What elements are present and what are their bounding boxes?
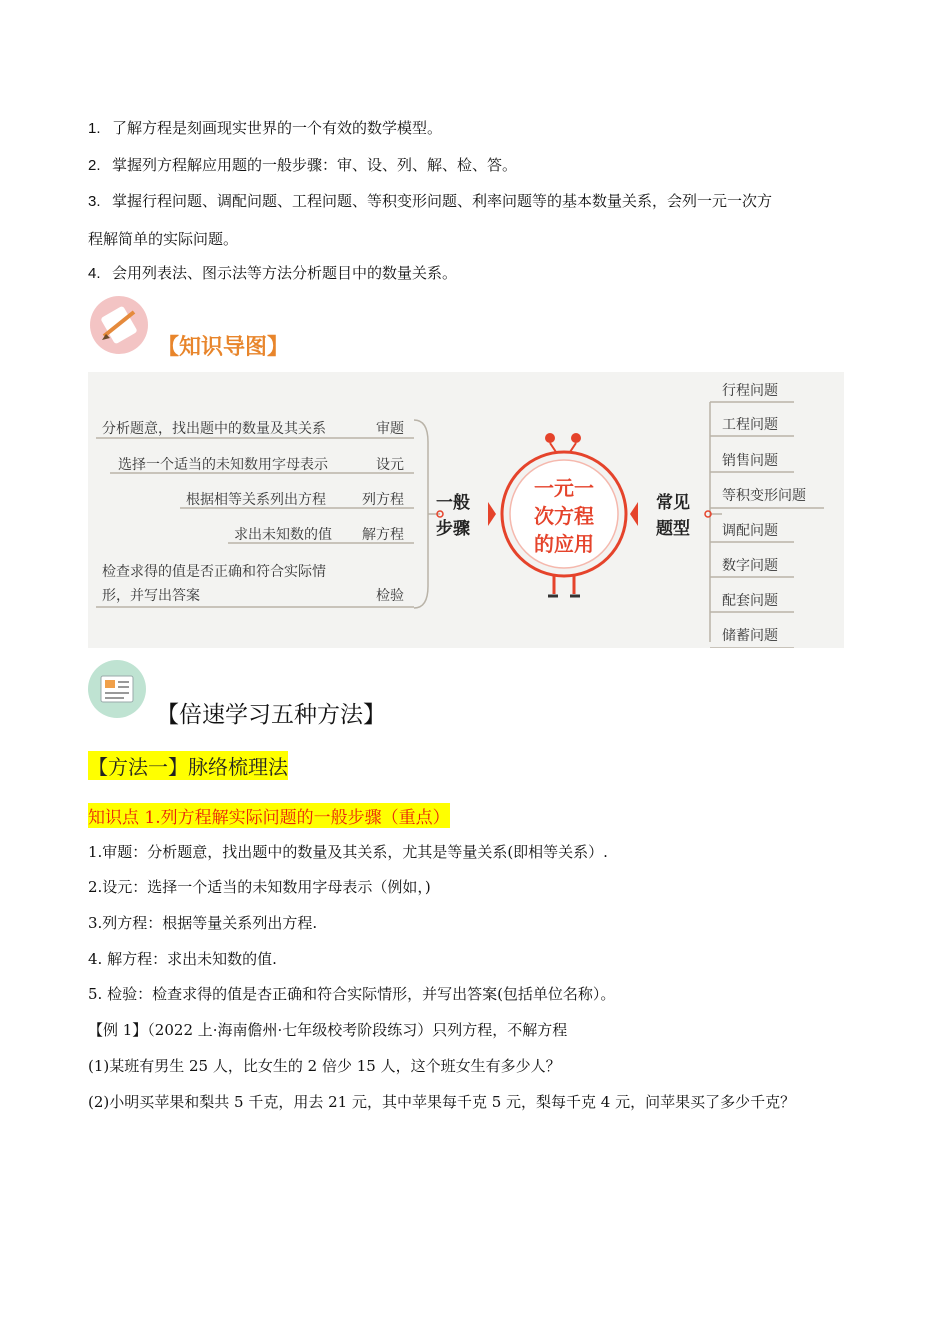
center-title-3: 的应用 <box>534 532 594 556</box>
ruler-pencil-icon <box>90 296 148 354</box>
goal-number: 3. <box>88 193 101 210</box>
type-item-7: 配套问题 <box>722 593 778 609</box>
step-desc-1: 分析题意，找出题中的数量及其关系 <box>102 421 326 437</box>
goal-text: 了解方程是刻画现实世界的一个有效的数学模型。 <box>112 119 443 137</box>
knowledge-mind-map <box>88 372 844 648</box>
center-title-1: 一元一 <box>534 476 594 500</box>
step-desc-5-line2: 形，并写出答案 <box>102 588 200 604</box>
goal-text: 掌握列方程解应用题的一般步骤：审、设、列、解、检、答。 <box>112 156 518 174</box>
step-desc-5: 检查求得的值是否正确和符合实际情 <box>102 564 326 580</box>
example-question-2: (2)小明买苹果和梨共 5 千克，用去 21 元，其中苹果每千克 5 元，梨每千克 4 元，问苹果买了多少千克？ <box>88 1093 796 1111</box>
step-line-3: 3.列方程：根据等量关系列出方程. <box>88 914 318 932</box>
step-line-4: 4. 解方程：求出未知数的值. <box>88 950 277 968</box>
goal-text: 掌握行程问题、调配问题、工程问题、等积变形问题、利率问题等的基本数量关系，会列一元一次方 <box>112 192 773 210</box>
branch-label-types-2: 题型 <box>656 519 690 539</box>
goal-text: 会用列表法、图示法等方法分析题目中的数量关系。 <box>112 264 458 282</box>
step-label-5: 检验 <box>376 588 404 604</box>
step-desc-4: 求出未知数的值 <box>234 527 332 543</box>
goal-item-2 <box>88 155 517 176</box>
step-line-1: 1.审题：分析题意，找出题中的数量及其关系，尤其是等量关系(即相等关系）. <box>88 843 608 861</box>
goal-number: 4. <box>88 265 101 282</box>
center-title-2: 次方程 <box>534 504 594 528</box>
goal-number: 1. <box>88 120 101 137</box>
branch-label-general-1: 一般 <box>436 493 470 513</box>
step-line-5: 5. 检验：检查求得的值是杏正确和符合实际情形，并写出答案(包括单位名称）。 <box>88 985 616 1003</box>
step-label-4: 解方程 <box>362 527 404 543</box>
method-1-title: 【方法一】脉络梳理法 <box>88 751 288 780</box>
goal-number: 2. <box>88 157 101 174</box>
type-item-1: 行程问题 <box>722 383 778 399</box>
type-item-6: 数字问题 <box>722 558 778 574</box>
type-item-8: 储蓄问题 <box>722 628 778 644</box>
step-line-2: 2.设元：选择一个适当的未知数用字母表示（例如，) <box>88 878 431 896</box>
type-item-3: 销售问题 <box>722 453 778 469</box>
step-label-3: 列方程 <box>362 492 404 508</box>
goal-item-3 <box>88 191 772 212</box>
step-desc-3: 根据相等关系列出方程 <box>186 492 326 508</box>
methods-title: 【倍速学习五种方法】 <box>156 702 386 728</box>
step-label-1: 审题 <box>376 421 404 437</box>
notebook-icon <box>88 660 146 718</box>
step-label-2: 设元 <box>376 457 404 473</box>
goal-item-1 <box>88 118 442 139</box>
type-item-4: 等积变形问题 <box>722 488 806 504</box>
step-desc-2: 选择一个适当的未知数用字母表示 <box>118 457 328 473</box>
goal-item-4 <box>88 263 457 284</box>
type-item-5: 调配问题 <box>722 523 778 539</box>
knowledge-point-1-title: 知识点 1.列方程解实际问题的一般步骤（重点） <box>88 803 450 828</box>
example-question-1: (1)某班有男生 25 人，比女生的 2 倍少 15 人，这个班女生有多少人？ <box>88 1057 561 1075</box>
knowledge-map-title: 【知识导图】 <box>157 334 290 360</box>
type-item-2: 工程问题 <box>722 417 778 433</box>
goal-item-3-continued: 程解简单的实际问题。 <box>88 230 239 248</box>
branch-label-general-2: 步骤 <box>436 519 470 539</box>
branch-label-types-1: 常见 <box>656 493 690 513</box>
example-heading: 【例 1】（2022 上·海南儋州·七年级校考阶段练习）只列方程，不解方程 <box>88 1021 568 1039</box>
